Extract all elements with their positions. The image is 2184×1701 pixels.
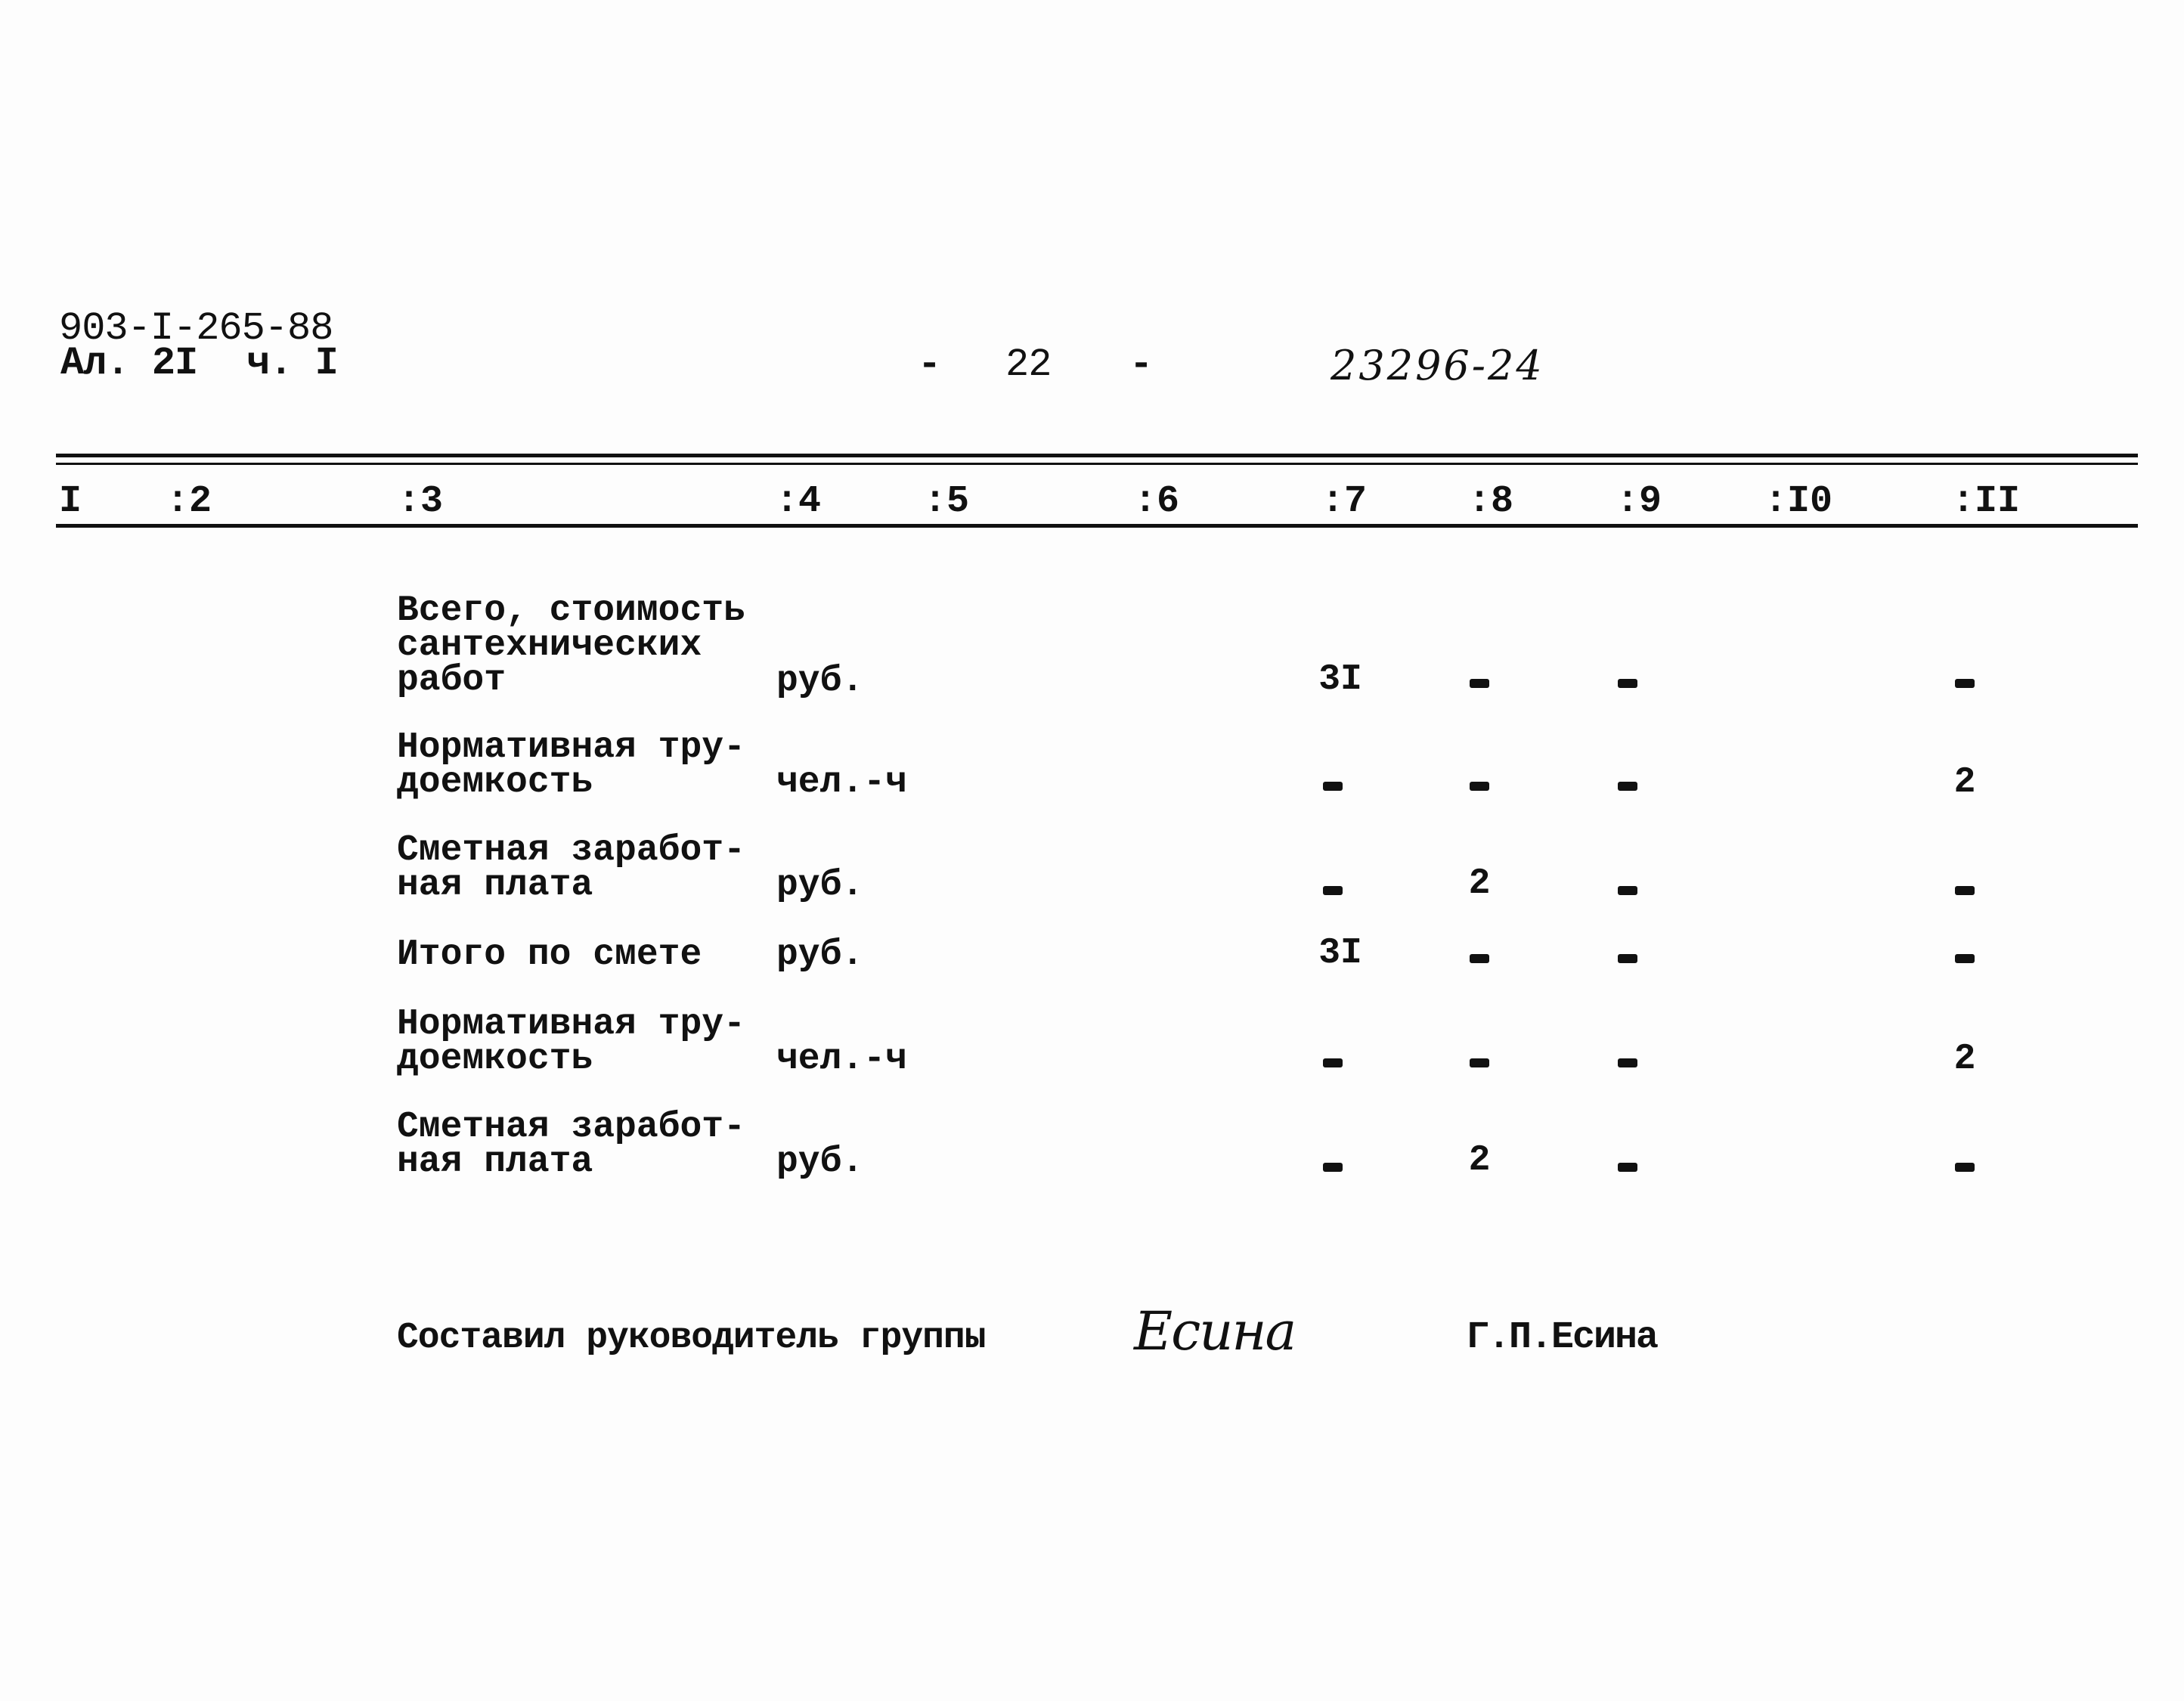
page-dash-left: - <box>918 342 941 387</box>
column-header-11: :II <box>1952 480 2021 523</box>
row-2-description: Нормативная тру- доемкость <box>397 727 745 803</box>
row-5-unit: чел.-ч <box>776 1039 907 1080</box>
signature: Есина <box>1134 1300 1296 1362</box>
row-4-col8-dash <box>1470 954 1489 963</box>
row-4-col11-dash <box>1955 954 1975 963</box>
row-1-unit: руб. <box>776 661 864 702</box>
row-5-col11: 2 <box>1953 1039 1976 1080</box>
row-6-unit: руб. <box>776 1142 864 1182</box>
inventory-number: 23296-24 <box>1331 342 1544 389</box>
sheet-label: Ал. 2I <box>60 341 198 386</box>
row-1-col9-dash <box>1618 679 1637 688</box>
row-4-col9-dash <box>1618 954 1637 963</box>
column-header-3: :3 <box>398 480 444 523</box>
row-3-description: Сметная заработ- ная плата <box>397 830 745 906</box>
column-header-6: :6 <box>1134 480 1180 523</box>
row-2-col9-dash <box>1618 782 1637 791</box>
row-6-col7 <box>1299 1145 1367 1179</box>
row-5-col8-dash <box>1470 1058 1489 1067</box>
table-top-rule-inner <box>56 463 2138 465</box>
row-5-col9-dash <box>1618 1058 1637 1067</box>
row-2-unit: чел.-ч <box>776 762 907 803</box>
row-4-description: Итого по смете <box>397 934 702 975</box>
row-3-col9-dash <box>1618 886 1637 895</box>
row-3-col7-dash <box>1323 886 1343 895</box>
compiler-name: Г.П.Есина <box>1467 1316 1658 1359</box>
row-6-col11 <box>1931 1145 1999 1179</box>
column-header-4: :4 <box>776 480 822 523</box>
page-dash-right: - <box>1129 342 1153 387</box>
compiled-by-label: Составил руководитель группы <box>397 1318 986 1359</box>
row-1-col8-dash <box>1470 679 1489 688</box>
row-6-col9 <box>1594 1145 1662 1179</box>
column-header-10: :I0 <box>1764 480 1833 523</box>
row-6-col11-dash <box>1955 1163 1975 1172</box>
row-3-col8: 2 <box>1468 863 1491 904</box>
column-header-8: :8 <box>1468 480 1514 523</box>
row-6-description: Сметная заработ- ная плата <box>397 1107 745 1182</box>
column-header-7: :7 <box>1321 480 1368 523</box>
column-header-9: :9 <box>1616 480 1662 523</box>
row-1-col7: 3I <box>1318 659 1362 700</box>
row-1-col11-dash <box>1955 679 1975 688</box>
row-2-col11: 2 <box>1953 762 1976 803</box>
row-6-col7-dash <box>1323 1163 1343 1172</box>
row-1-description: Всего, стоимость сантехнических работ <box>397 590 745 701</box>
row-2-col8-dash <box>1470 782 1489 791</box>
column-header-2: :2 <box>166 480 212 523</box>
row-5-col7-dash <box>1323 1058 1343 1067</box>
row-3-col11-dash <box>1955 886 1975 895</box>
row-6-col8: 2 <box>1468 1140 1491 1181</box>
column-header-5: :5 <box>924 480 970 523</box>
part-label: ч. I <box>246 341 338 386</box>
table-header-bottom-rule <box>56 524 2138 528</box>
row-2-col7-dash <box>1323 782 1343 791</box>
row-4-col7: 3I <box>1318 933 1362 974</box>
table-top-rule <box>56 454 2138 457</box>
row-5-description: Нормативная тру- доемкость <box>397 1004 745 1080</box>
row-6-col9-dash <box>1618 1163 1637 1172</box>
row-3-col9 <box>1594 868 1662 903</box>
row-4-unit: руб. <box>776 934 864 975</box>
page-number: 22 <box>1005 342 1052 387</box>
document-code: 903-I-265-88 <box>59 306 333 351</box>
row-3-unit: руб. <box>776 865 864 906</box>
row-3-col11 <box>1931 868 1999 903</box>
column-header-1: I <box>59 480 82 523</box>
row-3-col7 <box>1299 868 1367 903</box>
